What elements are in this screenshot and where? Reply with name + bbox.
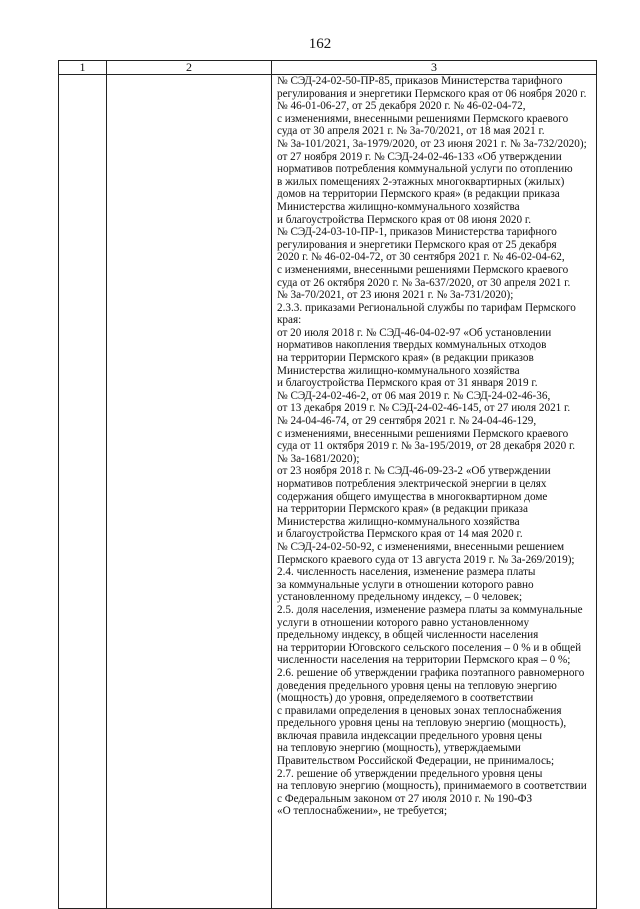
text-line: нормативов потребления коммунальной услуги по отоплению bbox=[277, 163, 573, 176]
text-line: суда от 11 октября 2019 г. № 3а-195/2019, от 28 декабря 2020 г. bbox=[277, 440, 576, 453]
text-line: Министерства жилищно-коммунального хозяйства bbox=[277, 515, 520, 528]
text-line: с изменениями, внесенными решениями Пермского краевого bbox=[277, 112, 569, 125]
text-line: № СЭД-24-02-50-ПР-85, приказов Министерства тарифного bbox=[277, 75, 563, 87]
text-line: домов на территории Пермского края» (в редакции приказа bbox=[277, 188, 560, 201]
text-line: предельного уровня цены на тепловую энергию (мощность), bbox=[277, 717, 567, 730]
text-line: 2.6. решение об утверждении графика поэтапного равномерного bbox=[277, 666, 585, 679]
text-line: с правилами определения в ценовых зонах теплоснабжения bbox=[277, 704, 562, 717]
column-header-1: 1 bbox=[59, 61, 107, 75]
text-line: предельному индексу, в общей численности населения bbox=[277, 629, 539, 642]
text-line: нормативов накопления твердых коммунальных отходов bbox=[277, 339, 547, 352]
column-1-cell bbox=[59, 75, 107, 909]
text-line: содержания общего имущества в многоквартирном доме bbox=[277, 490, 548, 503]
text-line: на тепловую энергию (мощность), принимаемого в соответствии bbox=[277, 780, 587, 793]
text-line: за коммунальные услуги в отношении которого равно bbox=[277, 578, 534, 591]
text-line: нормативов потребления электрической энергии в целях bbox=[277, 478, 547, 490]
text-line: и благоустройства Пермского края от 31 января 2019 г. bbox=[277, 377, 538, 390]
text-line: доведения предельного уровня цены на тепловую энергию bbox=[277, 679, 557, 692]
text-line: суда от 26 октября 2020 г. № 3а-637/2020, от 30 апреля 2021 г. bbox=[277, 276, 571, 289]
table-row bbox=[59, 75, 597, 909]
column-header-2: 2 bbox=[107, 61, 272, 75]
text-line: на территории Юговского сельского поселения – 0 % и в общей bbox=[277, 641, 582, 654]
text-line: № 3а-70/2021, от 23 июня 2021 г. № 3а-731/2020); bbox=[277, 289, 514, 302]
text-line: и благоустройства Пермского края от 08 июня 2020 г. bbox=[277, 213, 532, 226]
text-line: № 3а-101/2021, 3а-1979/2020, от 23 июня 2021 г. № 3а-732/2020); bbox=[277, 137, 587, 150]
text-line: № 24-04-46-74, от 29 сентября 2021 г. № 24-04-46-129, bbox=[277, 415, 537, 428]
text-line: с изменениями, внесенными решениями Пермского краевого bbox=[277, 427, 569, 440]
text-line: № СЭД-24-02-46-2, от 06 мая 2019 г. № СЭД-24-02-46-36, bbox=[277, 389, 551, 402]
text-line: от 20 июля 2018 г. № СЭД-46-04-02-97 «Об установлении bbox=[277, 326, 552, 339]
text-line: включая правила индексации предельного уровня цены bbox=[277, 729, 543, 742]
text-line: № 46-01-06-27, от 25 декабря 2020 г. № 46-02-04-72, bbox=[277, 100, 526, 113]
text-line: № СЭД-24-02-50-92, с изменениями, внесенными решением bbox=[277, 540, 565, 553]
text-line: (мощность) до уровня, определяемого в соответствии bbox=[277, 692, 534, 705]
text-line: и благоустройства Пермского края от 14 мая 2020 г. bbox=[277, 528, 523, 541]
text-line: № СЭД-24-03-10-ПР-1, приказов Министерства тарифного bbox=[277, 226, 557, 239]
page-number: 162 bbox=[308, 36, 332, 52]
text-line: суда от 30 апреля 2021 г. № 3а-70/2021, от 18 мая 2021 г. bbox=[277, 125, 545, 138]
text-line: 2.3.3. приказами Региональной службы по тарифам Пермского bbox=[277, 301, 576, 314]
text-line: на территории Пермского края» (в редакции приказов bbox=[277, 352, 534, 365]
text-line: регулирования и энергетики Пермского края от 06 ноября 2020 г. bbox=[277, 87, 587, 100]
text-line: с изменениями, внесенными решениями Пермского краевого bbox=[277, 263, 569, 276]
text-line: 2.4. численность населения, изменение размера платы bbox=[277, 566, 536, 579]
text-line: 2.7. решение об утверждении предельного уровня цены bbox=[277, 767, 543, 780]
column-2-cell bbox=[107, 75, 272, 909]
column-3-cell bbox=[272, 75, 597, 909]
text-line: на тепловую энергию (мощность), утверждаемыми bbox=[277, 742, 521, 755]
text-line: регулирования и энергетики Пермского края от 25 декабря bbox=[277, 238, 557, 251]
text-line: Пермского краевого суда от 13 августа 2019 г. № 3а-269/2019); bbox=[277, 553, 575, 566]
text-line: № 3а-1681/2020); bbox=[277, 452, 360, 465]
text-line: 2.5. доля населения, изменение размера платы за коммунальные bbox=[277, 603, 583, 616]
text-line: 2020 г. № 46-02-04-72, от 30 сентября 2021 г. № 46-02-04-62, bbox=[277, 251, 565, 264]
text-line: от 23 ноября 2018 г. № СЭД-46-09-23-2 «Об утверждении bbox=[277, 465, 551, 478]
text-line: установленному предельному индексу, – 0 человек; bbox=[277, 591, 523, 604]
text-line: с Федеральным законом от 27 июля 2010 г. № 190-ФЗ bbox=[277, 792, 533, 805]
column-header-3: 3 bbox=[272, 61, 597, 75]
text-line: Правительством Российской Федерации, не принималось; bbox=[277, 755, 555, 768]
text-line: на территории Пермского края» (в редакции приказа bbox=[277, 503, 528, 516]
document-table bbox=[58, 60, 597, 909]
column-3-text bbox=[272, 75, 596, 818]
text-line: в жилых помещениях 2-этажных многоквартирных (жилых) bbox=[277, 175, 565, 188]
text-line: «О теплоснабжении», не требуется; bbox=[277, 805, 448, 818]
text-line: Министерства жилищно-коммунального хозяйства bbox=[277, 200, 520, 213]
text-line: от 27 ноября 2019 г. № СЭД-24-02-46-133 «Об утверждении bbox=[277, 150, 562, 163]
header-row bbox=[59, 61, 597, 75]
text-line: услуги в отношении которого равно установленному bbox=[277, 616, 530, 629]
text-line: края: bbox=[277, 314, 302, 327]
text-line: от 13 декабря 2019 г. № СЭД-24-02-46-145, от 27 июля 2021 г. bbox=[277, 402, 571, 415]
text-line: численности населения на территории Пермского края – 0 %; bbox=[277, 654, 571, 667]
text-line: Министерства жилищно-коммунального хозяйства bbox=[277, 364, 520, 377]
